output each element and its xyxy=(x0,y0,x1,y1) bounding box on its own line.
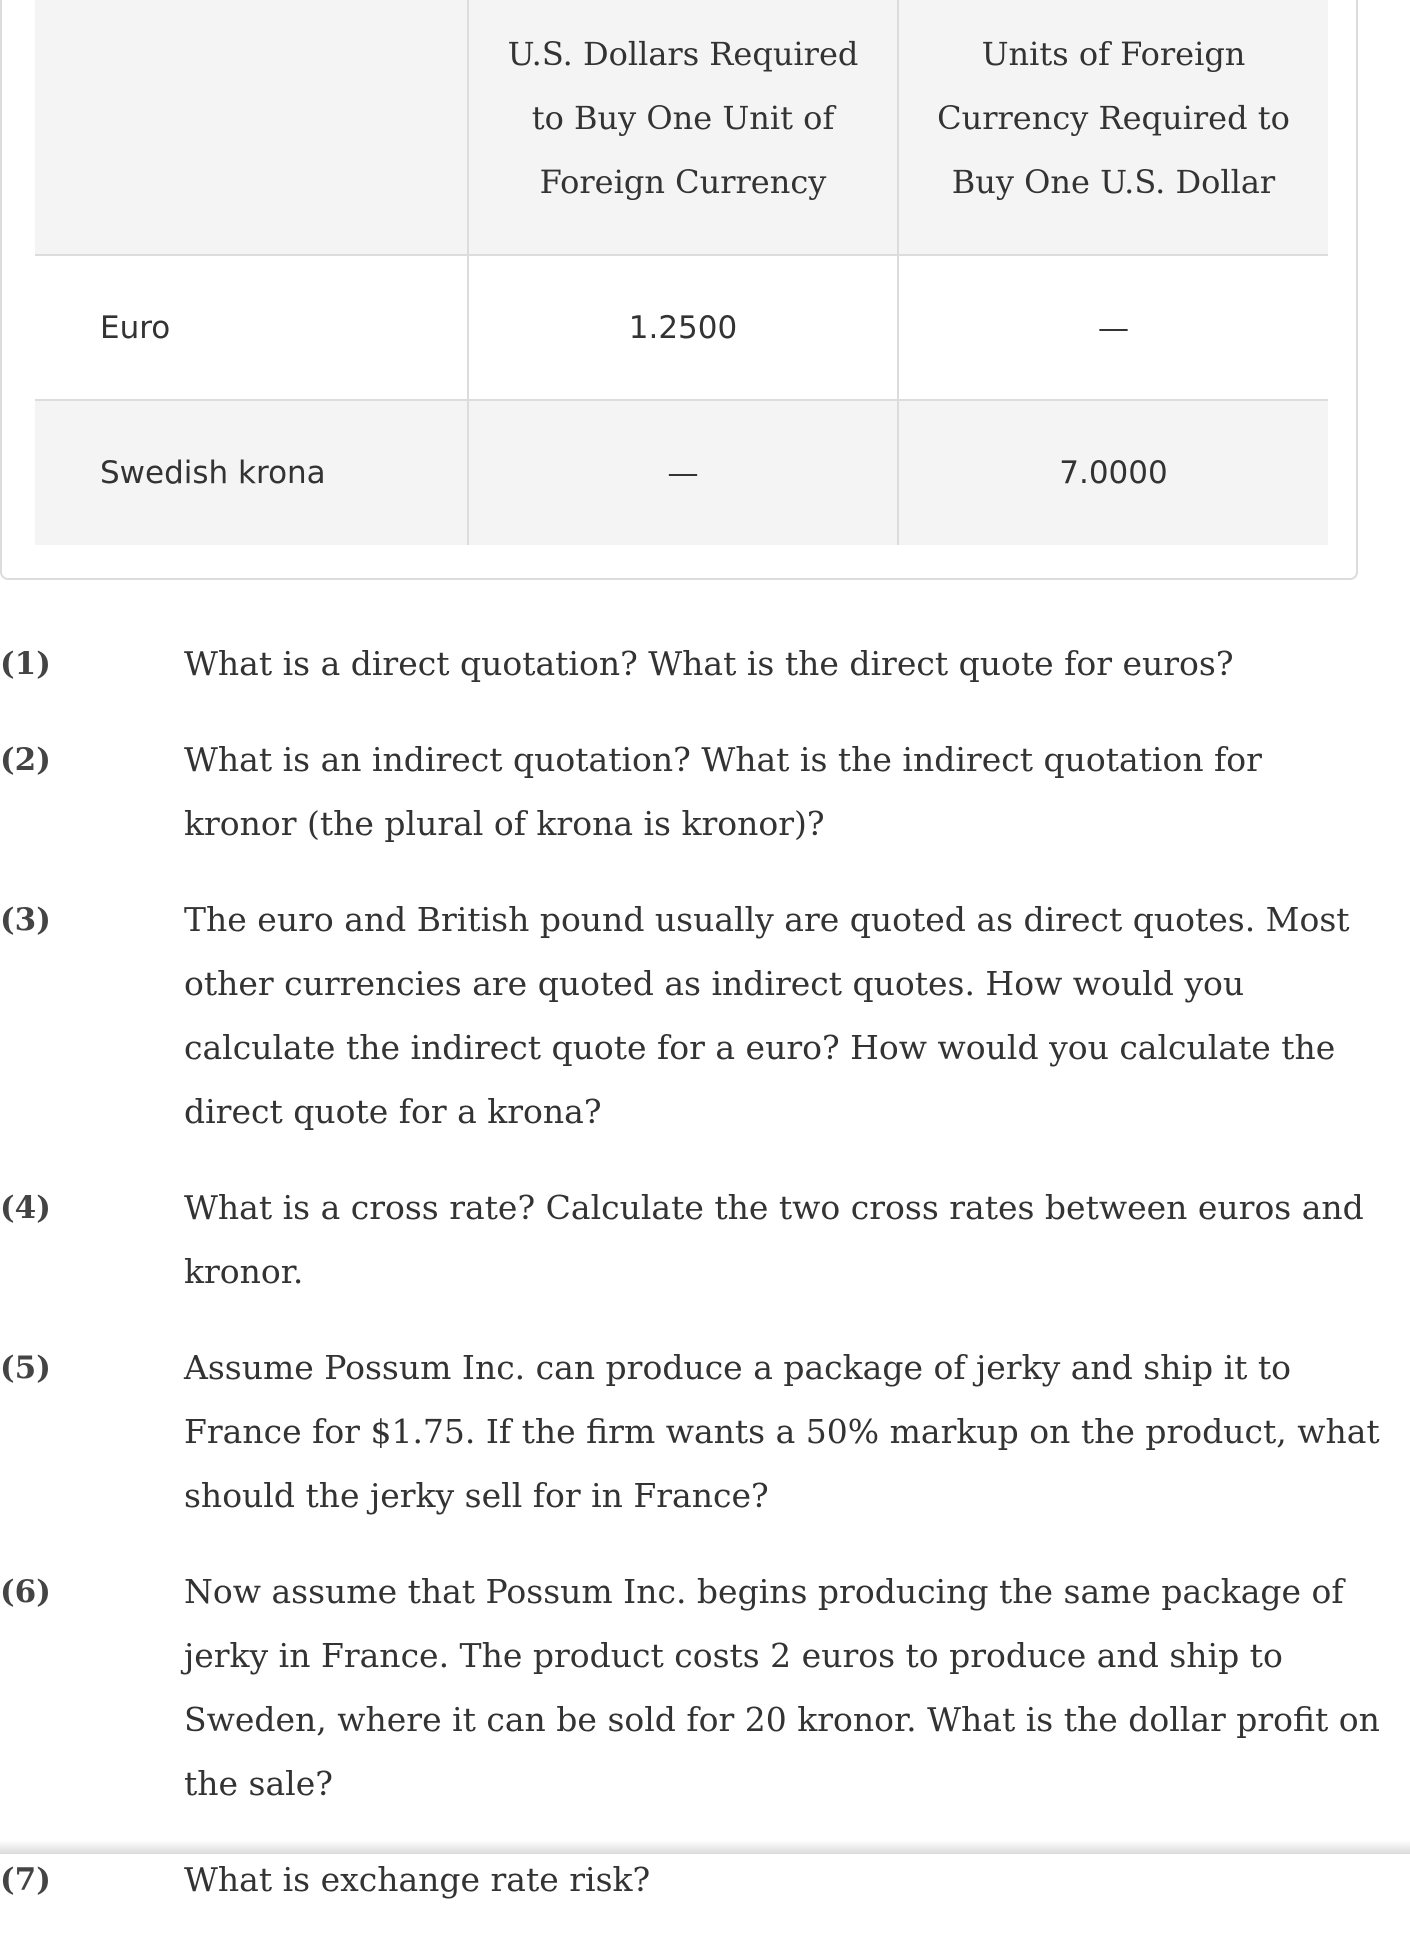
question-text: The euro and British pound usually are quoted as direct quotes. Most other currencies are quoted as indirect quotes. How would you calculate the indirect quote for a euro? How would you calculate the direct quote for a krona? xyxy=(184,900,1350,1131)
usd-per-unit-value: 1.2500 xyxy=(468,255,898,400)
list-item xyxy=(0,1848,1410,1912)
exchange-rate-table-card xyxy=(0,0,1358,580)
question-number: (7) xyxy=(0,1862,51,1898)
question-number: (2) xyxy=(0,742,51,778)
list-item xyxy=(0,632,1410,696)
table-row xyxy=(35,255,1328,400)
units-per-usd-value: — xyxy=(898,255,1328,400)
question-number: (6) xyxy=(0,1574,51,1610)
question-number: (3) xyxy=(0,902,51,938)
question-number: (5) xyxy=(0,1350,51,1386)
table-header-row xyxy=(35,0,1328,255)
list-item xyxy=(0,1176,1410,1304)
question-text: Assume Possum Inc. can produce a package of jerky and ship it to France for $1.75. If the firm wants a 50% markup on the product, what should the jerky sell for in France? xyxy=(184,1348,1380,1515)
scroll-edge-shadow xyxy=(0,1840,1410,1854)
units-per-usd-value: 7.0000 xyxy=(898,400,1328,545)
question-number: (4) xyxy=(0,1190,51,1226)
list-item xyxy=(0,888,1410,1144)
question-text: What is a cross rate? Calculate the two cross rates between euros and kronor. xyxy=(184,1188,1364,1291)
question-text: What is a direct quotation? What is the direct quote for euros? xyxy=(184,644,1234,683)
list-item xyxy=(0,1336,1410,1528)
question-list xyxy=(0,632,1410,1944)
currency-name: Euro xyxy=(35,255,468,400)
question-text: What is exchange rate risk? xyxy=(184,1860,651,1899)
usd-per-unit-value: — xyxy=(468,400,898,545)
exchange-rate-table xyxy=(35,0,1328,545)
currency-name: Swedish krona xyxy=(100,455,326,491)
list-item xyxy=(0,728,1410,856)
header-currency xyxy=(35,0,468,255)
question-text: What is an indirect quotation? What is the indirect quotation for kronor (the plural of krona is kronor)? xyxy=(184,740,1262,843)
header-units-per-usd: Units of Foreign Currency Required to Buy One U.S. Dollar xyxy=(898,0,1328,255)
header-usd-per-unit: U.S. Dollars Required to Buy One Unit of Foreign Currency xyxy=(468,0,898,255)
question-number: (1) xyxy=(0,646,51,682)
question-text: Now assume that Possum Inc. begins producing the same package of jerky in France. The product costs 2 euros to produce and ship to Sweden, where it can be sold for 20 kronor. What is the dollar profit on the sale? xyxy=(184,1572,1380,1803)
list-item xyxy=(0,1560,1410,1816)
table-row xyxy=(35,400,1328,545)
